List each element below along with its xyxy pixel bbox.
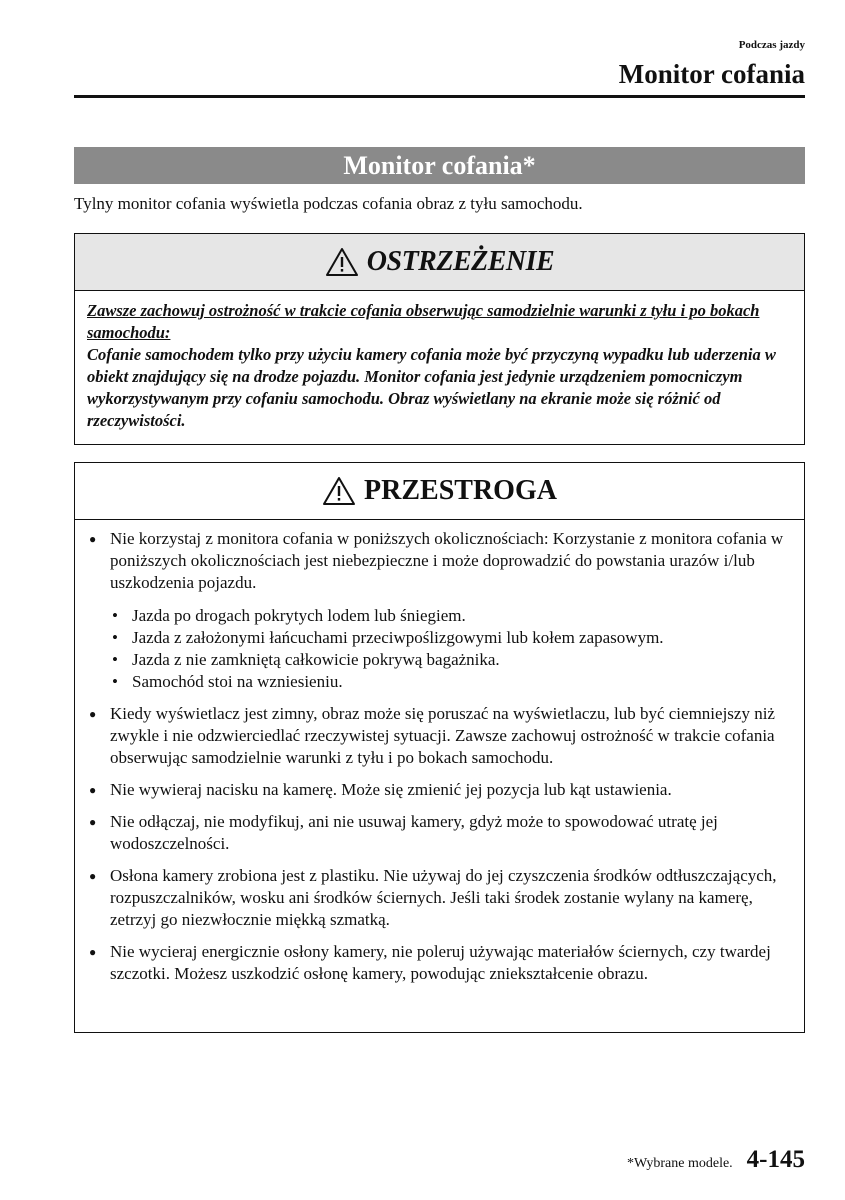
caution-title: PRZESTROGA [364, 475, 557, 506]
caution-header [75, 463, 804, 520]
list-item: ● Nie odłączaj, nie modyfikuj, ani nie usuwaj kamery, gdyż może to spowodować utratę jej wodoszczelności. [87, 811, 784, 855]
sub-list-item: • Jazda z nie zamkniętą całkowicie pokrywą bagażnika. [110, 649, 784, 671]
chapter-title: Monitor cofania [618, 59, 805, 89]
sub-list-item: • Jazda po drogach pokrytych lodem lub śniegiem. [110, 605, 784, 627]
section-label: Podczas jazdy [738, 39, 805, 51]
sub-list-item: • Jazda z założonymi łańcuchami przeciwpoślizgowymi lub kołem zapasowym. [110, 627, 784, 649]
caution-list [87, 528, 784, 985]
warning-title: OSTRZEŻENIE [366, 246, 555, 277]
warning-triangle-icon [325, 247, 359, 277]
caution-box [74, 462, 805, 1033]
list-item [87, 528, 784, 693]
page-number: 4-145 [746, 1146, 805, 1173]
list-item: ● Osłona kamery zrobiona jest z plastiku. Nie używaj do jej czyszczenia środków odtłuszczających, rozpuszczalników, wosku ani środków ściernych. Jeśli taki środek zostanie wylany na kamerę, zetrzyj go niezwłocznie miękką szmatką. [87, 865, 784, 931]
list-item: ● Kiedy wyświetlacz jest zimny, obraz może się poruszać na wyświetlaczu, lub być ciemniejszy niż zwykle i nie odzwierciedlać rzeczywistej sytuacji. Zawsze zachowuj ostrożność w trakcie cofania obserwując samodzielnie warunki z tyłu i po bokach samochodu. [87, 703, 784, 769]
page-footer [627, 1146, 805, 1174]
warning-text: Cofanie samochodem tylko przy użyciu kamery cofania może być przyczyną wypadku lub uderzenia w obiekt znajdujący się na drodze pojazdu. Monitor cofania jest jedynie urządzeniem pomocniczym wykorzystywanym przy cofaniu samochodu. Obraz wyświetlany na ekranie może się różnić od rzeczywistości. [87, 345, 776, 430]
footnote: *Wybrane modele. [627, 1156, 733, 1171]
intro-text: Tylny monitor cofania wyświetla podczas cofania obraz z tyłu samochodu. [74, 194, 583, 213]
list-item: ● Nie wywieraj nacisku na kamerę. Może się zmienić jej pozycja lub kąt ustawienia. [87, 779, 784, 801]
header-rule [74, 95, 805, 98]
page-header [74, 38, 805, 90]
warning-header [75, 234, 804, 291]
sub-list [110, 605, 784, 693]
warning-lead: Zawsze zachowuj ostrożność w trakcie cofania obserwując samodzielnie warunki z tyłu i po bokach samochodu: [87, 301, 760, 342]
warning-triangle-icon [322, 476, 356, 506]
list-item-text: Nie korzystaj z monitora cofania w poniższych okolicznościach: Korzystanie z monitora cofania w poniższych okolicznościach jest niebezpieczne i może doprowadzić do powstania urazów i/lub uszkodzenia pojazdu. [110, 529, 784, 592]
list-item: ● Nie wycieraj energicznie osłony kamery, nie poleruj używając materiałów ściernych, czy twardej szczotki. Możesz uszkodzić osłonę kamery, powodując zniekształcenie obrazu. [87, 941, 784, 985]
sub-list-item: • Samochód stoi na wzniesieniu. [110, 671, 784, 693]
caution-body [75, 520, 804, 985]
warning-body [75, 291, 804, 432]
warning-box [74, 233, 805, 445]
page-title: Monitor cofania* [74, 147, 805, 184]
